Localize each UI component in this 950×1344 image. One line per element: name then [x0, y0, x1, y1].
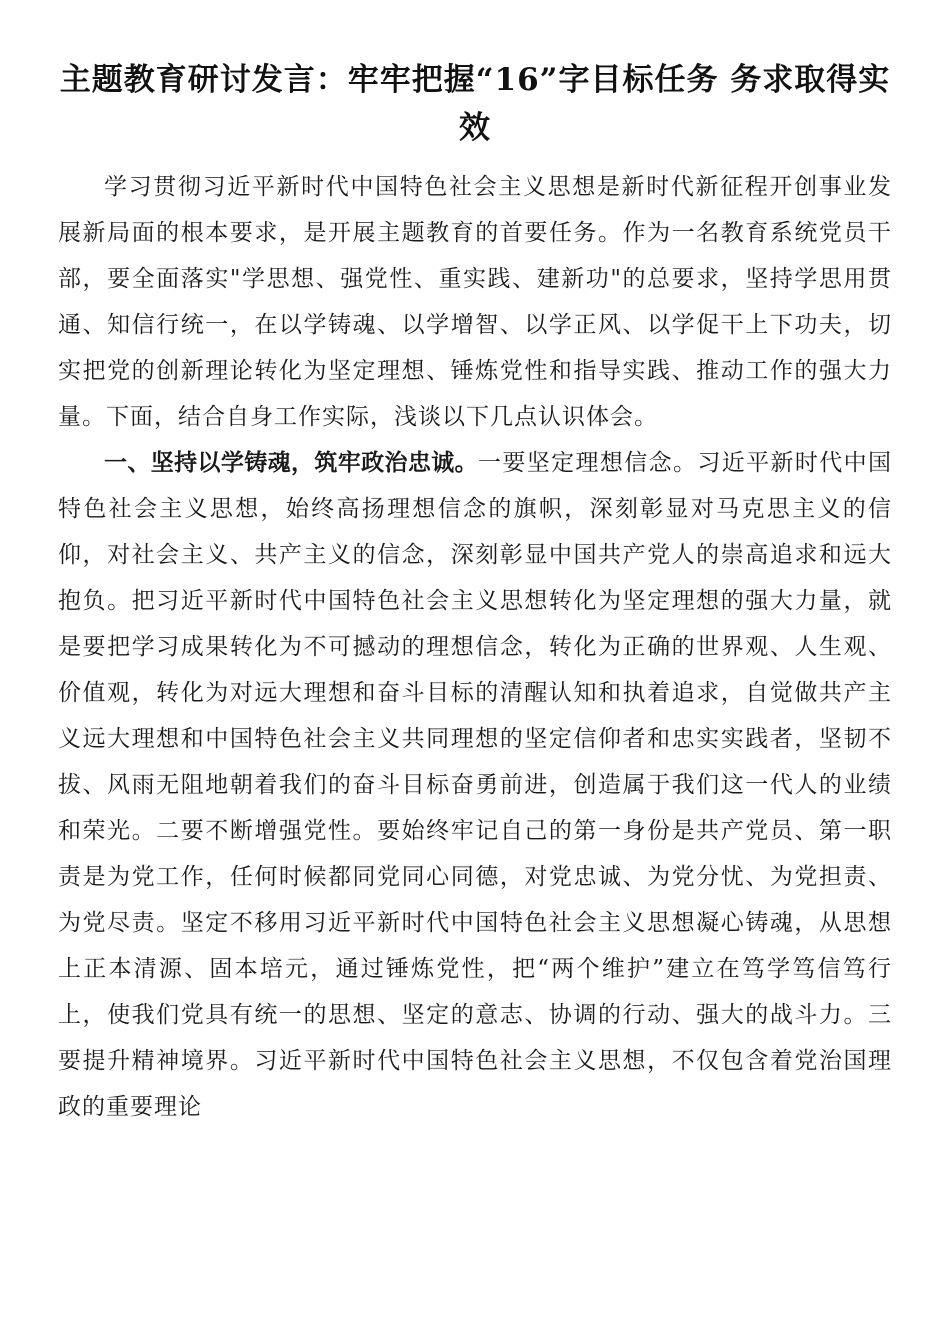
section-1-heading: 一、坚持以学铸魂，筑牢政治忠诚。	[104, 450, 478, 476]
section-1-paragraph	[58, 440, 892, 1130]
section-1-body: 一要坚定理想信念。习近平新时代中国特色社会主义思想，始终高扬理想信念的旗帜，深刻彰显对马克思主义的信仰，对社会主义、共产主义的信念，深刻彰显中国共产党人的崇高追求和远大抱负。把习近平新时代中国特色社会主义思想转化为坚定理想的强大力量，就是要把学习成果转化为不可撼动的理想信念，转化为正确的世界观、人生观、价值观，转化为对远大理想和奋斗目标的清醒认知和执着追求，自觉做共产主义远大理想和中国特色社会主义共同理想的坚定信仰者和忠实实践者，坚韧不拔、风雨无阻地朝着我们的奋斗目标奋勇前进，创造属于我们这一代人的业绩和荣光。二要不断增强党性。要始终牢记自己的第一身份是共产党员、第一职责是为党工作，任何时候都同党同心同德，对党忠诚、为党分忧、为党担责、为党尽责。坚定不移用习近平新时代中国特色社会主义思想凝心铸魂，从思想上正本清源、固本培元，通过锤炼党性，把“两个维护”建立在笃学笃信笃行上，使我们党具有统一的思想、坚定的意志、协调的行动、强大的战斗力。三要提升精神境界。习近平新时代中国特色社会主义思想，不仅包含着党治国理政的重要理论	[58, 450, 892, 1120]
document-page	[58, 56, 892, 1130]
intro-paragraph: 学习贯彻习近平新时代中国特色社会主义思想是新时代新征程开创事业发展新局面的根本要求，是开展主题教育的首要任务。作为一名教育系统党员干部，要全面落实"学思想、强党性、重实践、建新功"的总要求，坚持学思用贯通、知信行统一，在以学铸魂、以学增智、以学正风、以学促干上下功夫，切实把党的创新理论转化为坚定理想、锤炼党性和指导实践、推动工作的强大力量。下面，结合自身工作实际，浅谈以下几点认识体会。	[58, 174, 892, 430]
document-title: 主题教育研讨发言：牢牢把握“16”字目标任务 务求取得实效	[59, 62, 891, 146]
